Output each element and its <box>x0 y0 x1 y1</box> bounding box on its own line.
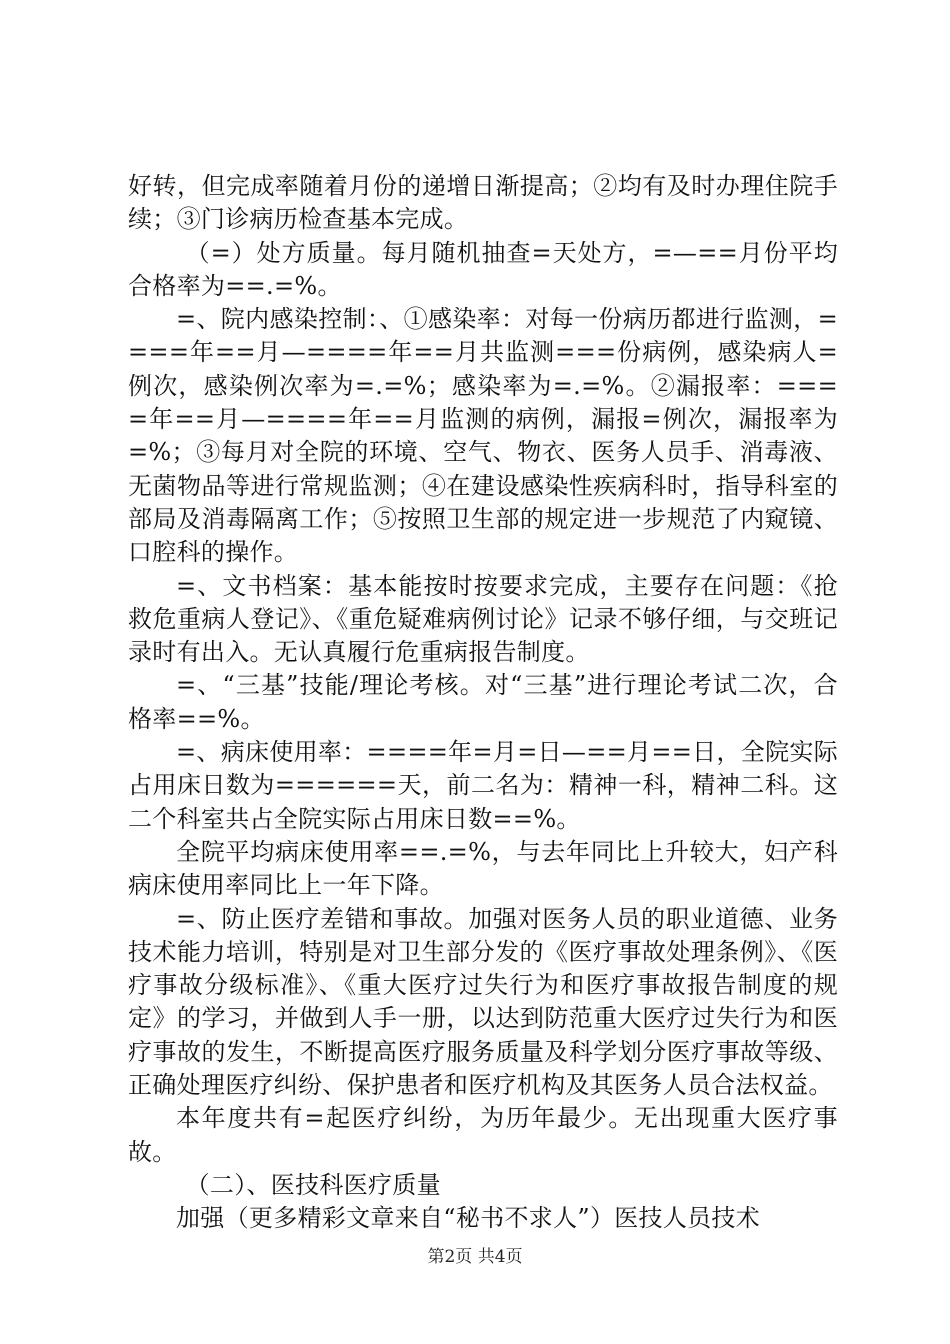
paragraph-three-basics: =、“三基”技能/理论考核。对“三基”进行理论考试二次，合格率==%。 <box>128 671 838 733</box>
paragraph-bed-usage-average: 全院平均病床使用率==.=%，与去年同比上升较大，妇产科病床使用率同比上一年下降。 <box>128 837 838 900</box>
paragraph-accident-prevention: =、防止医疗差错和事故。加强对医务人员的职业道德、业务技术能力培训，特别是对卫生部分发的《医疗事故处理条例》、《医疗事故分级标准》、《重大医疗过失行为和医疗事故报告制度的规定》的学习，并做到人手一册，以达到防范重大医疗过失行为和医疗事故的发生，不断提高医疗服务质量及科学划分医疗事故等级、正确处理医疗纠纷、保护患者和医疗机构及其医务人员合法权益。 <box>128 904 838 1100</box>
section-heading-medical-tech: （二）、医技科医疗质量 <box>185 1170 441 1199</box>
paragraph-continuation: 好转，但完成率随着月份的递增日渐提高；②均有及时办理住院手续；③门诊病历检查基本完成。 <box>128 172 838 234</box>
paragraph-bed-usage: =、病床使用率：====年=月=日—==月==日，全院实际占用床日数为======天，前二名为：精神一科，精神二科。这二个科室共占全院实际占用床日数==%。 <box>128 738 838 833</box>
paragraph-records-archive: =、文书档案：基本能按时按要求完成，主要存在问题：《抢救危重病人登记》、《重危疑难病例讨论》记录不够仔细，与交班记录时有出入。无认真履行危重病报告制度。 <box>128 571 838 667</box>
paragraph-prescription-quality: （=）处方质量。每月随机抽查=天处方，=—==月份平均合格率为==.=%。 <box>128 238 838 300</box>
page-number-footer: 第2页 共4页 <box>427 1247 523 1267</box>
paragraph-disputes: 本年度共有=起医疗纠纷，为历年最少。无出现重大医疗事故。 <box>128 1104 838 1166</box>
paragraph-medical-tech-start: 加强（更多精彩文章来自“秘书不求人”）医技人员技术 <box>176 1204 761 1233</box>
document-body <box>128 170 838 1236</box>
paragraph-infection-control: =、院内感染控制：、①感染率：对每一份病历都进行监测，====年==月—====年==月共监测===份病例，感染病人=例次，感染例次率为=.=%；感染率为=.=%。②漏报率：====年==月—====年==月监测的病例，漏报=例次，漏报率为=%；③每月对全院的环境、空气、物衣、医务人员手、消毒液、无菌物品等进行常规监测；④在建设感染性疾病科时，指导科室的部局及消毒隔离工作；⑤按照卫生部的规定进一步规范了内窥镜、口腔科的操作。 <box>128 305 838 567</box>
